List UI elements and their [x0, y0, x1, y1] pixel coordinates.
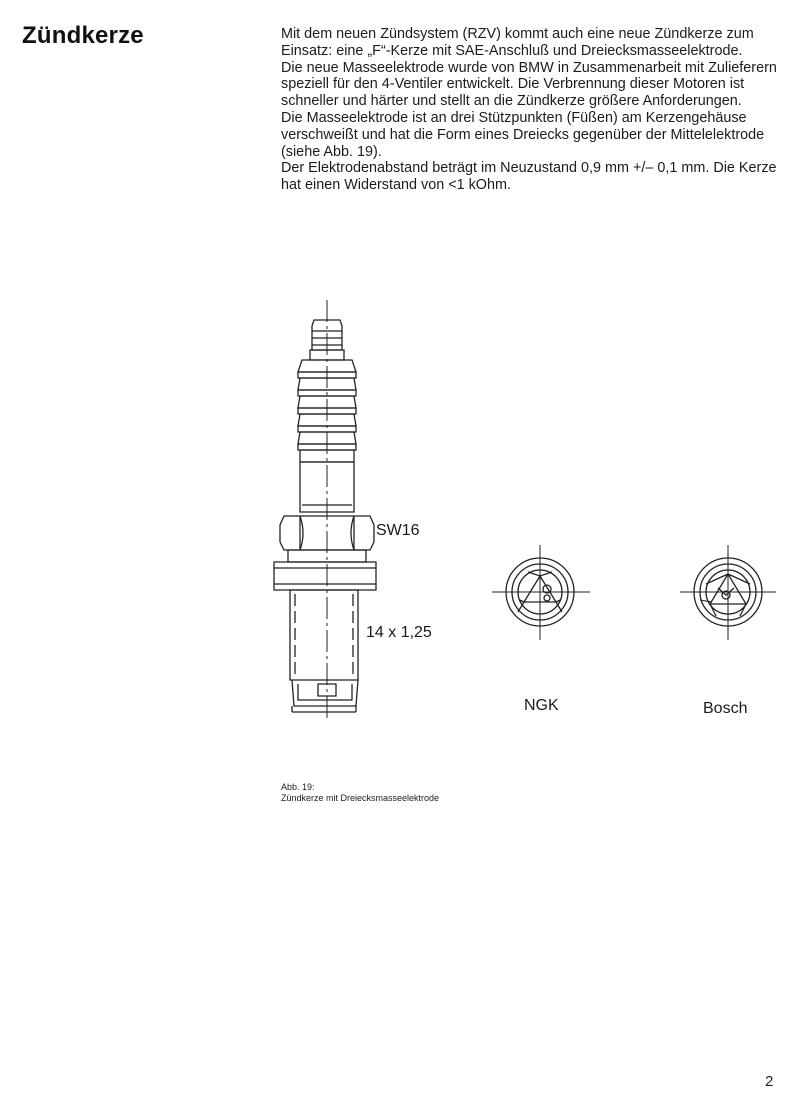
paragraph-1: Mit dem neuen Zündsystem (RZV) kommt auch eine neue Zündkerze zum Einsatz: eine „F“-Kerze mit SAE-Anschluß und Dreiecksmasseelektrode. [281, 26, 754, 59]
caption-text: Zündkerze mit Dreiecksmasseelektrode [281, 793, 440, 803]
electrode-tip [292, 680, 358, 712]
page-title: Zündkerze [22, 22, 144, 49]
bosch-electrode-view [680, 545, 776, 640]
paragraph-4: Der Elektrodenabstand beträgt im Neuzustand 0,9 mm +/– 0,1 mm. Die Kerze hat einen Widerstand von <1 kOhm. [281, 160, 777, 194]
gasket-ring [274, 562, 376, 590]
paragraph-2: Die neue Masseelektrode wurde von BMW in Zusammenarbeit mit Zulieferern speziell für den 4-Ventiler entwickelt. Die Verbrennung dieser Motoren ist schneller und härter und stellt an die Zündkerze größere Anforderungen. [281, 59, 777, 110]
paragraph-3: Die Masseelektrode ist an drei Stützpunkten (Füßen) am Kerzengehäuse verschweißt und hat die Form eines Dreiecks gegenüber der Mittelelektrode (siehe Abb. 19). [281, 109, 765, 160]
thread-size-label: 14 x 1,25 [366, 624, 432, 641]
figure-caption [281, 782, 439, 804]
caption-number: Abb. 19: [281, 782, 315, 792]
bosch-label: Bosch [703, 700, 748, 717]
threaded-shank [290, 590, 358, 680]
page-number: 2 [765, 1073, 774, 1090]
ngk-label: NGK [524, 697, 559, 714]
hex-size-label: SW16 [376, 522, 420, 539]
ngk-electrode-view [492, 545, 590, 640]
